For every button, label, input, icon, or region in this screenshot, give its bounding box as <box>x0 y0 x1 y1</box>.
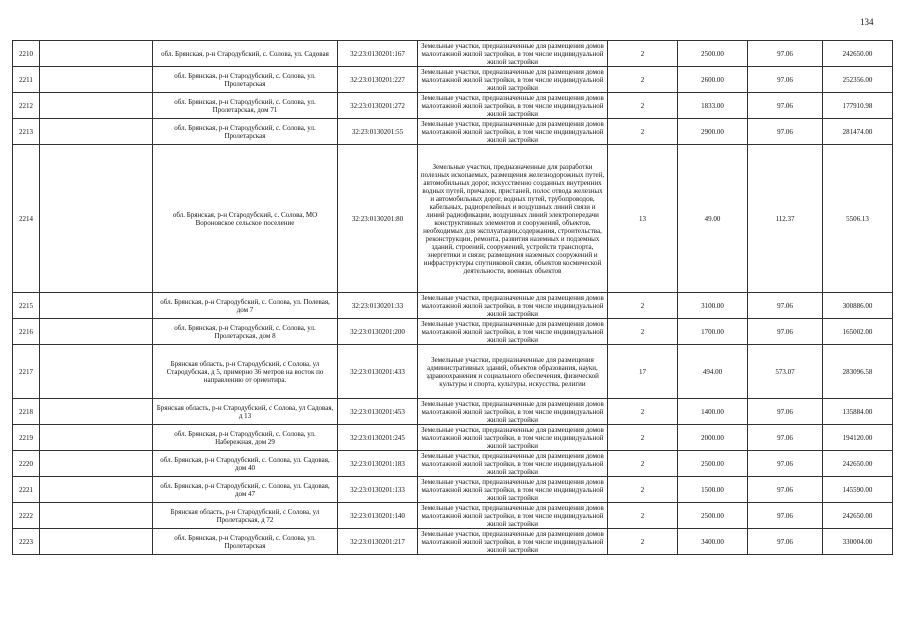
spacer-cell <box>40 345 153 399</box>
row-number: 2212 <box>13 93 40 119</box>
spacer-cell <box>40 319 153 345</box>
category-cell: 2 <box>608 529 678 555</box>
cadastral-number-cell: 32:23:0130201:33 <box>338 293 418 319</box>
table-row <box>13 451 893 477</box>
table-row <box>13 319 893 345</box>
spacer-cell <box>40 67 153 93</box>
permitted-use-cell: Земельные участки, предназначенные для размещения домов малоэтажной жилой застройки, в том числе индивидуальной жилой застройки <box>418 451 608 477</box>
area-cell: 3400.00 <box>678 529 748 555</box>
cadastral-value-cell: 281474.00 <box>823 119 893 145</box>
table-row <box>13 293 893 319</box>
category-cell: 2 <box>608 477 678 503</box>
table-row <box>13 503 893 529</box>
cadastral-number-cell: 32:23:0130201:453 <box>338 399 418 425</box>
row-number: 2223 <box>13 529 40 555</box>
area-cell: 1400.00 <box>678 399 748 425</box>
category-cell: 2 <box>608 41 678 67</box>
table-row <box>13 67 893 93</box>
permitted-use-cell: Земельные участки, предназначенные для размещения административных зданий, объектов образования, науки, здравоохранения и социального обеспечения, физической культуры и спорта, культуры, искусства, религии <box>418 345 608 399</box>
rate-cell: 97.06 <box>748 293 823 319</box>
rate-cell: 573.07 <box>748 345 823 399</box>
category-cell: 2 <box>608 425 678 451</box>
permitted-use-cell: Земельные участки, предназначенные для размещения домов малоэтажной жилой застройки, в том числе индивидуальной жилой застройки <box>418 119 608 145</box>
address-cell: обл. Брянская, р-н Стародубский, с. Солова, ул. Пролетарская <box>153 529 338 555</box>
cadastral-value-cell: 165002.00 <box>823 319 893 345</box>
table-row <box>13 41 893 67</box>
category-cell: 2 <box>608 293 678 319</box>
area-cell: 494.00 <box>678 345 748 399</box>
area-cell: 2500.00 <box>678 451 748 477</box>
cadastral-number-cell: 32:23:0130201:140 <box>338 503 418 529</box>
category-cell: 2 <box>608 451 678 477</box>
spacer-cell <box>40 399 153 425</box>
category-cell: 17 <box>608 345 678 399</box>
area-cell: 1833.00 <box>678 93 748 119</box>
cadastral-value-cell: 242650.00 <box>823 503 893 529</box>
table-body <box>13 41 893 555</box>
category-cell: 2 <box>608 503 678 529</box>
address-cell: Брянская область, р-н Стародубский, с Солова, ул Стародубская, д 5, примерно 36 метров на восток по направлению от ориентира. <box>153 345 338 399</box>
area-cell: 1500.00 <box>678 477 748 503</box>
cadastral-value-cell: 330004.00 <box>823 529 893 555</box>
row-number: 2210 <box>13 41 40 67</box>
cadastral-value-cell: 300886.00 <box>823 293 893 319</box>
rate-cell: 97.06 <box>748 451 823 477</box>
area-cell: 2500.00 <box>678 41 748 67</box>
cadastral-value-cell: 177910.98 <box>823 93 893 119</box>
address-cell: обл. Брянская, р-н Стародубский, с. Солова, ул. Полевая, дом 7 <box>153 293 338 319</box>
category-cell: 2 <box>608 67 678 93</box>
row-number: 2216 <box>13 319 40 345</box>
table-row <box>13 529 893 555</box>
land-plot-table <box>12 40 893 555</box>
table-row <box>13 399 893 425</box>
address-cell: обл. Брянская, р-н Стародубский, с. Солова, ул. Пролетарская, дом 71 <box>153 93 338 119</box>
cadastral-number-cell: 32:23:0130201:183 <box>338 451 418 477</box>
category-cell: 2 <box>608 93 678 119</box>
spacer-cell <box>40 293 153 319</box>
row-number: 2213 <box>13 119 40 145</box>
cadastral-number-cell: 32:23:0130201:227 <box>338 67 418 93</box>
permitted-use-cell: Земельные участки, предназначенные для разработки полезных ископаемых, размещения железнодорожных путей, автомобильных дорог, искусственно созданных внутренних водных путей, причалов, пристаней, полос отвода железных и автомобильных дорог, водных путей, трубопроводов, кабельных, радиорелейных и воздушных линий связи и линий радиофикации, воздушных линий электропередачи конструктивных элементов и сооружений, объектов, необходимых для эксплуатации,содержания, строительства, реконструкции, ремонта, развития наземных и подземных зданий, строений, сооружений, устройств транспорта, энергетики и связи; размещения наземных сооружений и инфраструктуры спутниковой связи, объектов космической деятельности, военных объектов <box>418 145 608 293</box>
rate-cell: 97.06 <box>748 399 823 425</box>
address-cell: Брянская область, р-н Стародубский, с Солова, ул Пролетарская, д 72 <box>153 503 338 529</box>
category-cell: 2 <box>608 319 678 345</box>
cadastral-number-cell: 32:23:0130201:55 <box>338 119 418 145</box>
cadastral-value-cell: 135884.00 <box>823 399 893 425</box>
cadastral-number-cell: 32:23:0130201:217 <box>338 529 418 555</box>
spacer-cell <box>40 93 153 119</box>
area-cell: 2600.00 <box>678 67 748 93</box>
area-cell: 2000.00 <box>678 425 748 451</box>
address-cell: обл. Брянская, р-н Стародубский, с. Солова, ул. Пролетарская, дом 8 <box>153 319 338 345</box>
spacer-cell <box>40 477 153 503</box>
row-number: 2217 <box>13 345 40 399</box>
cadastral-value-cell: 145590.00 <box>823 477 893 503</box>
spacer-cell <box>40 425 153 451</box>
cadastral-value-cell: 242650.00 <box>823 41 893 67</box>
area-cell: 2900.00 <box>678 119 748 145</box>
permitted-use-cell: Земельные участки, предназначенные для размещения домов малоэтажной жилой застройки, в том числе индивидуальной жилой застройки <box>418 503 608 529</box>
permitted-use-cell: Земельные участки, предназначенные для размещения домов малоэтажной жилой застройки, в том числе индивидуальной жилой застройки <box>418 67 608 93</box>
rate-cell: 97.06 <box>748 67 823 93</box>
spacer-cell <box>40 145 153 293</box>
table-row <box>13 477 893 503</box>
rate-cell: 97.06 <box>748 119 823 145</box>
row-number: 2211 <box>13 67 40 93</box>
rate-cell: 97.06 <box>748 529 823 555</box>
permitted-use-cell: Земельные участки, предназначенные для размещения домов малоэтажной жилой застройки, в том числе индивидуальной жилой застройки <box>418 293 608 319</box>
category-cell: 2 <box>608 399 678 425</box>
cadastral-number-cell: 32:23:0130201:272 <box>338 93 418 119</box>
cadastral-number-cell: 32:23:0130201:200 <box>338 319 418 345</box>
cadastral-value-cell: 252356.00 <box>823 67 893 93</box>
cadastral-number-cell: 32:23:0130201:433 <box>338 345 418 399</box>
cadastral-number-cell: 32:23:0130201:245 <box>338 425 418 451</box>
rate-cell: 97.06 <box>748 319 823 345</box>
spacer-cell <box>40 451 153 477</box>
area-cell: 2500.00 <box>678 503 748 529</box>
permitted-use-cell: Земельные участки, предназначенные для размещения домов малоэтажной жилой застройки, в том числе индивидуальной жилой застройки <box>418 529 608 555</box>
rate-cell: 97.06 <box>748 503 823 529</box>
permitted-use-cell: Земельные участки, предназначенные для размещения домов малоэтажной жилой застройки, в том числе индивидуальной жилой застройки <box>418 93 608 119</box>
spacer-cell <box>40 529 153 555</box>
table-row <box>13 93 893 119</box>
rate-cell: 97.06 <box>748 425 823 451</box>
permitted-use-cell: Земельные участки, предназначенные для размещения домов малоэтажной жилой застройки, в том числе индивидуальной жилой застройки <box>418 41 608 67</box>
address-cell: обл. Брянская, р-н Стародубский, с. Солова, ул. Садовая, дом 47 <box>153 477 338 503</box>
permitted-use-cell: Земельные участки, предназначенные для размещения домов малоэтажной жилой застройки, в том числе индивидуальной жилой застройки <box>418 477 608 503</box>
cadastral-number-cell: 32:23:0130201:80 <box>338 145 418 293</box>
row-number: 2221 <box>13 477 40 503</box>
rate-cell: 97.06 <box>748 93 823 119</box>
row-number: 2215 <box>13 293 40 319</box>
area-cell: 49.00 <box>678 145 748 293</box>
spacer-cell <box>40 119 153 145</box>
table-row <box>13 145 893 293</box>
cadastral-value-cell: 5506.13 <box>823 145 893 293</box>
permitted-use-cell: Земельные участки, предназначенные для размещения домов малоэтажной жилой застройки, в том числе индивидуальной жилой застройки <box>418 319 608 345</box>
rate-cell: 97.06 <box>748 41 823 67</box>
row-number: 2218 <box>13 399 40 425</box>
permitted-use-cell: Земельные участки, предназначенные для размещения домов малоэтажной жилой застройки, в том числе индивидуальной жилой застройки <box>418 399 608 425</box>
rate-cell: 112.37 <box>748 145 823 293</box>
row-number: 2219 <box>13 425 40 451</box>
address-cell: Брянская область, р-н Стародубский, с Солова, ул Садовая, д 13 <box>153 399 338 425</box>
row-number: 2214 <box>13 145 40 293</box>
table-row <box>13 345 893 399</box>
address-cell: обл. Брянская, р-н Стародубский, с. Солова, МО Вороновское сельское поселение <box>153 145 338 293</box>
area-cell: 3100.00 <box>678 293 748 319</box>
row-number: 2220 <box>13 451 40 477</box>
cadastral-value-cell: 194120.00 <box>823 425 893 451</box>
table-row <box>13 119 893 145</box>
spacer-cell <box>40 41 153 67</box>
cadastral-number-cell: 32:23:0130201:133 <box>338 477 418 503</box>
address-cell: обл. Брянская, р-н Стародубский, с. Солова, ул. Садовая <box>153 41 338 67</box>
category-cell: 2 <box>608 119 678 145</box>
area-cell: 1700.00 <box>678 319 748 345</box>
permitted-use-cell: Земельные участки, предназначенные для размещения домов малоэтажной жилой застройки, в том числе индивидуальной жилой застройки <box>418 425 608 451</box>
page-number: 134 <box>860 17 874 27</box>
address-cell: обл. Брянская, р-н Стародубский, с. Солова, ул. Пролетарская <box>153 67 338 93</box>
address-cell: обл. Брянская, р-н Стародубский, с. Солова, ул. Пролетарская <box>153 119 338 145</box>
address-cell: обл. Брянская, р-н Стародубский, с. Солова, ул. Набережная, дом 29 <box>153 425 338 451</box>
cadastral-value-cell: 283096.58 <box>823 345 893 399</box>
spacer-cell <box>40 503 153 529</box>
address-cell: обл. Брянская, р-н Стародубский, с. Солова, ул. Садовая, дом 40 <box>153 451 338 477</box>
cadastral-value-cell: 242650.00 <box>823 451 893 477</box>
rate-cell: 97.06 <box>748 477 823 503</box>
category-cell: 13 <box>608 145 678 293</box>
table-row <box>13 425 893 451</box>
row-number: 2222 <box>13 503 40 529</box>
cadastral-number-cell: 32:23:0130201:167 <box>338 41 418 67</box>
